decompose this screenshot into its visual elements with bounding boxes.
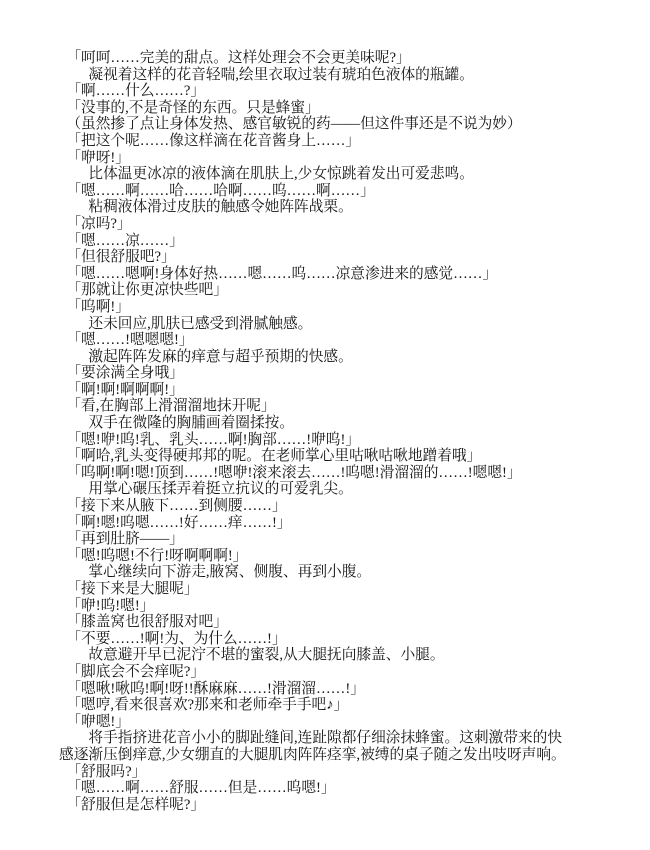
text-line: 「嗯!呜嗯!不行!呀啊啊啊!」	[59, 547, 248, 564]
text-line: 「膝盖窝也很舒服对吧」	[59, 614, 228, 631]
text-line: 「再到肚脐——」	[59, 531, 184, 548]
text-line: 「呜啊!啊!嗯!顶到……!嗯咿!滚来滚去……!呜嗯!滑溜溜的……!嗯嗯!」	[59, 464, 522, 481]
text-line: 「舒服但是怎样呢?」	[59, 796, 206, 813]
text-line: 「把这个呢……像这样滴在花音酱身上……」	[59, 132, 361, 149]
text-line: 粘稠液体滑过皮肤的触感令她阵阵战栗。	[59, 199, 353, 216]
text-line: 「要涂满全身哦」	[59, 365, 184, 382]
text-line: 「啊!啊!啊啊啊!」	[59, 381, 184, 398]
text-line: 感逐渐压倒痒意,少女绷直的大腿肌肉阵阵痉挛,被缚的桌子随之发出吱呀声响。	[59, 746, 566, 763]
text-line: （虽然掺了点让身体发热、感官敏锐的药——但这件事还是不说为妙）	[59, 116, 522, 133]
text-line: 凝视着这样的花音轻喘,绘里衣取过装有琥珀色液体的瓶罐。	[59, 66, 474, 83]
text-line: 「呜啊!」	[59, 298, 130, 315]
text-line: 「啊哈,乳头变得硬邦邦的呢。在老师掌心里咕啾咕啾地蹭着哦」	[59, 448, 482, 465]
text-line: 「接下来从腋下……到侧腰……」	[59, 498, 287, 515]
text-line: 「舒服吗?」	[59, 763, 147, 780]
text-line: 「没事的,不是奇怪的东西。只是蜂蜜」	[59, 99, 320, 116]
text-line: 「嗯!咿!呜!乳、乳头……啊!胸部……!咿呜!」	[59, 431, 361, 448]
text-line: 「嗯……!嗯嗯嗯!」	[59, 332, 194, 349]
text-line: 「嗯……嗯啊!身体好热……嗯……呜……凉意渗进来的感觉……」	[59, 265, 498, 282]
text-line: 「嗯……啊……舒服……但是……呜嗯!」	[59, 780, 336, 797]
text-line: 将手指挤进花音小小的脚趾缝间,连趾隙都仔细涂抹蜂蜜。这刺激带来的快	[59, 730, 563, 747]
text-line: 「看,在胸部上滑溜溜地抹开呢」	[59, 398, 276, 415]
text-line: 「接下来是大腿呢」	[59, 581, 199, 597]
text-line: 掌心继续向下游走,腋窝、侧腹、再到小腹。	[59, 564, 372, 581]
text-line: 「呵呵……完美的甜点。这样处理会不会更美味呢?」	[59, 50, 411, 66]
text-line: 「嗯啾!啾呜!啊!呀!!酥麻麻……!滑溜溜……!」	[59, 680, 365, 697]
text-line: 「啊!嗯!呜嗯……!好……痒……!」	[59, 514, 292, 531]
text-line: 「咿!呜!嗯!」	[59, 597, 155, 614]
text-line: 「嗯哼,看来很喜欢?那来和老师牵手手吧♪」	[59, 697, 349, 714]
text-line: 「脚底会不会痒呢?」	[59, 663, 206, 680]
text-line: 「凉吗?」	[59, 215, 132, 232]
text-line: 「但很舒服吧?」	[59, 249, 176, 266]
text-line: 故意避开早已泥泞不堪的蜜裂,从大腿抚向膝盖、小腿。	[59, 647, 445, 664]
text-line: 双手在微隆的胸脯画着圈揉按。	[59, 415, 295, 432]
text-line: 「嗯……凉……」	[59, 232, 184, 249]
text-line: 激起阵阵发麻的痒意与超乎预期的快感。	[59, 348, 353, 365]
text-line: 「啊……什么……?」	[59, 83, 206, 100]
text-line: 「咿嗯!」	[59, 713, 130, 730]
text-line: 「嗯……啊……哈……哈啊……呜……啊……」	[59, 182, 375, 199]
text-line: 「不要……!啊!为、为什么……!」	[59, 630, 287, 647]
text-line: 比体温更冰凉的液体滴在肌肤上,少女惊跳着发出可爱悲鸣。	[59, 166, 474, 183]
text-line: 「咿呀!」	[59, 149, 130, 166]
text-line: 「那就让你更凉快些吧」	[59, 282, 228, 299]
text-line: 还未回应,肌肤已感受到滑腻触感。	[59, 315, 313, 332]
text-line: 用掌心碾压揉弄着挺立抗议的可爱乳尖。	[59, 481, 353, 498]
text-block	[59, 50, 634, 813]
